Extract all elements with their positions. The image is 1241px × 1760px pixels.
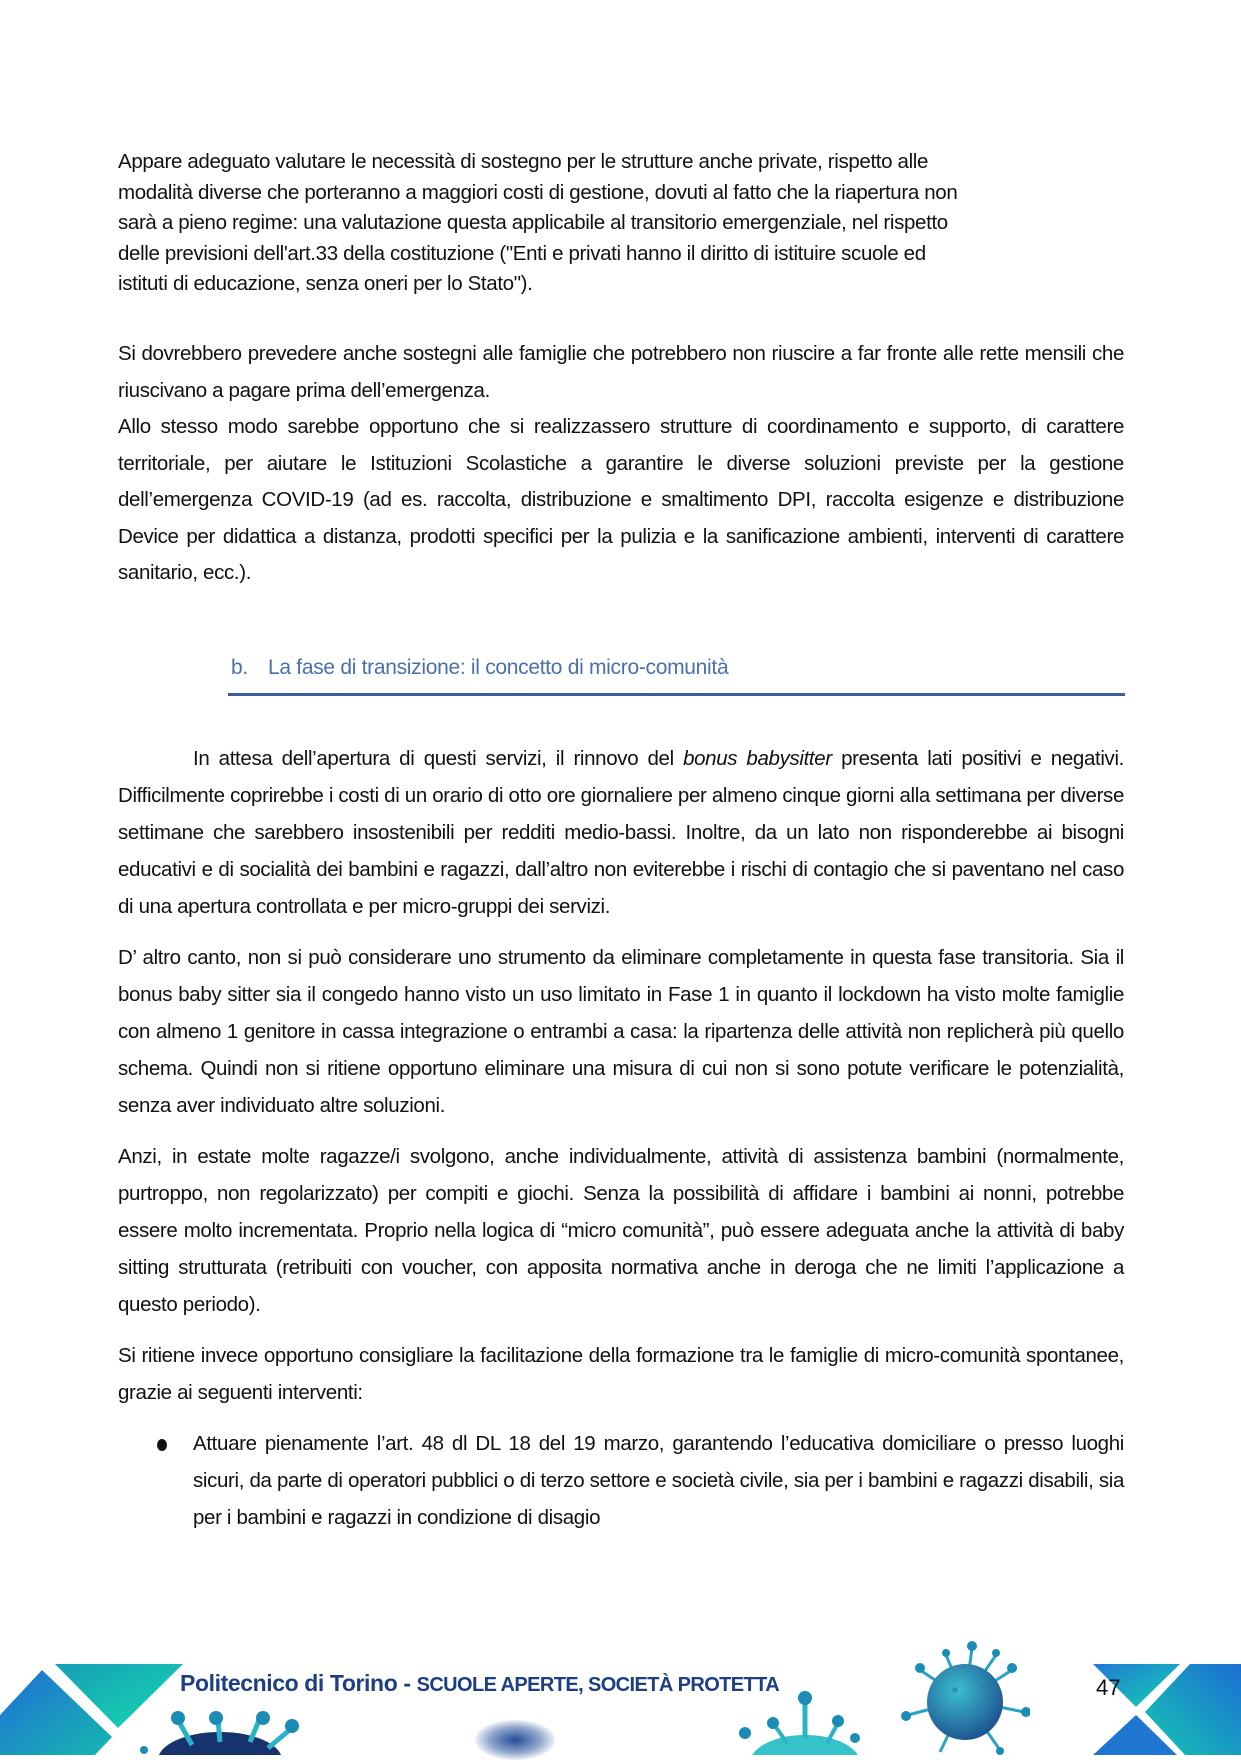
footer-title — [180, 1670, 779, 1697]
text-line: delle previsioni dell'art.33 della costituzione ("Enti e privati hanno il diritto di istituire scuole ed — [118, 241, 926, 265]
paragraph-coordination: Allo stesso modo sarebbe opportuno che si realizzassero strutture di coordinamento e supporto, di carattere territoriale, per aiutare le Istituzioni Scolastiche a garantire le diverse soluzioni previste per la gestione dell’emergenza COVID-19 (ad es. raccolta, distribuzione e smaltimento DPI, raccolta esigenze e distribuzione Device per didattica a distanza, prodotti specifici per la pulizia e la sanificazione ambienti, interventi di carattere sanitario, ecc.). — [118, 415, 1124, 584]
heading-underline — [228, 693, 1125, 696]
paragraph-transitional-phase: D’ altro canto, non si può considerare uno strumento da eliminare completamente in questa fase transitoria. Sia il bonus baby sitter sia il congedo hanno visto un uso limitato in Fase 1 in quanto il lockdown ha visto molte famiglie con almeno 1 genitore in cassa integrazione o entrambi a casa: la ripartenza delle attività non replicherà più quello schema. Quindi non si ritiene opportuno eliminare una misura di cui non si sono potute verificare le potenzialità, senza aver individuato altre soluzioni. — [118, 946, 1124, 1117]
bullet-list — [118, 1425, 1124, 1536]
emphasis-bonus-babysitter: bonus babysitter — [683, 747, 832, 770]
section-title: La fase di transizione: il concetto di micro-comunità — [268, 656, 729, 679]
section-heading — [231, 656, 1125, 680]
paragraph-group-support — [118, 336, 1124, 592]
text-run: presenta lati positivi e negativi. Difficilmente coprirebbe i costi di un orario di otto ore giornaliere per almeno cinque giorni alla settimana per diverse settimane che sarebbero insostenibili per redditi medio-bassi. Inoltre, da un lato non risponderebbe ai bisogni educativi e di socialità dei bambini e ragazzi, dall’altro non eviterebbe i rischi di contagio che si paventano nel caso di una apertura controllata e per micro-gruppi dei servizi. — [118, 747, 1124, 918]
paragraph-summer-activities: Anzi, in estate molte ragazze/i svolgono, anche individualmente, attività di assistenza bambini (normalmente, purtroppo, non regolarizzato) per compiti e giochi. Senza la possibilità di affidare i bambini ai nonni, potrebbe essere molto incrementata. Proprio nella logica di “micro comunità”, può essere adeguata anche la attività di baby sitting strutturata (retribuiti con voucher, con apposita normativa anche in deroga che ne limiti l’applicazione a questo periodo). — [118, 1145, 1124, 1316]
text-line: sarà a pieno regime: una valutazione questa applicabile al transitorio emergenziale, nel rispetto — [118, 211, 948, 234]
text-line: Appare adeguato valutare le necessità di sostegno per le strutture anche private, rispetto alle — [118, 150, 929, 173]
text-line: istituti di educazione, senza oneri per lo Stato"). — [118, 272, 533, 295]
footer-subtitle: SCUOLE APERTE, SOCIETÀ PROTETTA — [416, 1674, 780, 1696]
bullet-icon — [157, 1439, 167, 1451]
virus-icon — [140, 1710, 300, 1755]
section-number: b. — [231, 656, 248, 679]
virus-icon — [735, 1688, 875, 1755]
text-run: In attesa dell’apertura di questi servizi, il rinnovo del — [193, 747, 684, 770]
paragraph-family-support: Si dovrebbero prevedere anche sostegni alle famiglie che potrebbero non riuscire a far fronte alle rette mensili che riuscivano a pagare prima dell’emergenza. — [118, 342, 1124, 402]
page-footer — [0, 1640, 1241, 1755]
footer-institution: Politecnico di Torino - — [180, 1670, 417, 1696]
text-line: modalità diverse che porteranno a maggiori costi di gestione, dovuti al fatto che la riapertura non — [118, 180, 958, 204]
list-item-text: Attuare pienamente l’art. 48 dl DL 18 del 19 marzo, garantendo l’educativa domiciliare o presso luoghi sicuri, da parte di operatori pubblici o di terzo settore e società civile, sia per i bambini e ragazzi disabili, sia per i bambini e ragazzi in condizione di disagio — [193, 1432, 1124, 1529]
paragraph-private-structures — [118, 147, 1124, 300]
section-b-body — [118, 740, 1124, 1536]
page-number: 47 — [1096, 1675, 1121, 1700]
list-item — [118, 1425, 1124, 1536]
paragraph-micro-communities: Si ritiene invece opportuno consigliare la facilitazione della formazione tra le famiglie di micro-comunità spontanee, grazie ai seguenti interventi: — [118, 1344, 1124, 1404]
blurred-virus-icon — [475, 1720, 555, 1760]
virus-icon — [900, 1640, 1030, 1755]
paragraph-bonus-babysitter — [118, 740, 1124, 925]
